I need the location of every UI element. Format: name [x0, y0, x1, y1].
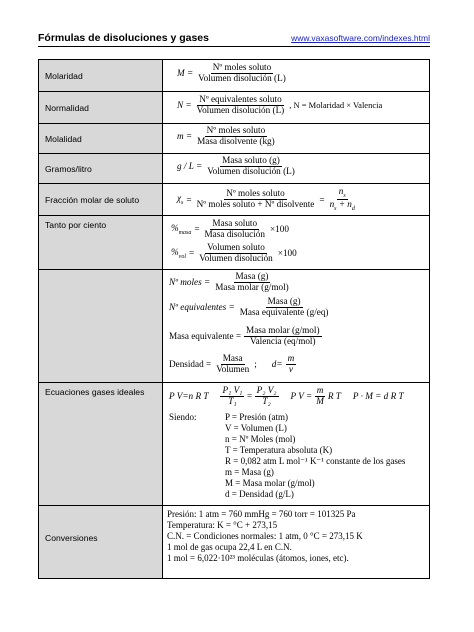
formula-masa-equivalente: Masa equivalente = $\frac{\text{Masa molar (g/mol)}}{\text{Valencia (eq/mol)}}$ — [169, 325, 320, 346]
formula-porcentaje-volumen: $\%_{vol}$ = $\frac{\text{Volumen soluto}}{\text{Volumen disolución}}$ ×100 — [171, 242, 297, 263]
conversion-temperatura: Temperatura: K = °C + 273,15 — [167, 520, 278, 530]
formula-fraccion-molar: $\chi_s$ = $\frac{\text{Nº moles soluto}}{\text{Nº moles soluto + Nº disolvente}}$ = $\frac{n_s}{n_s + n_d}$ — [177, 186, 355, 212]
formula-numero-equivalentes: Nº equivalentes = $\frac{\text{Masa (g)}}{\text{Masa equivalente (g/eq)}}$ — [169, 296, 329, 317]
row-conversiones — [39, 505, 429, 578]
conversion-condiciones-normales: C.N. = Condiciones normales: 1 atm, 0 °C = 273,15 K — [167, 531, 363, 541]
row-gramos-litro — [39, 153, 429, 183]
formula-numero-moles: Nº moles = $\frac{\text{Masa (g)}}{\text{Masa molar (g/mol)}}$ — [169, 271, 289, 292]
gas-def-masa-molar: M = Masa molar (g/mol) — [225, 478, 315, 488]
row-moles — [39, 269, 429, 382]
label-gramos-litro: Gramos/litro — [45, 164, 92, 174]
gas-def-presion: P = Presión (atm) — [225, 412, 288, 422]
label-molaridad: Molaridad — [45, 71, 83, 81]
conversion-presion: Presión: 1 atm = 760 mmHg = 760 torr = 101325 Pa — [167, 509, 356, 519]
label-fraccion-molar: Fracción molar de soluto — [45, 195, 140, 205]
row-molaridad — [39, 60, 429, 91]
formula-porcentaje-masa: $\%_{masa}$ = $\frac{\text{Masa soluto}}{\text{Masa disolución}}$ ×100 — [171, 218, 289, 239]
label-conversiones: Conversiones — [45, 533, 98, 543]
row-molalidad — [39, 123, 429, 153]
siendo-label: Siendo: — [169, 412, 197, 422]
formula-densidad: Densidad = $\frac{\text{Masa}}{\text{Volumen}}$ ; d= $\frac{m}{v}$ — [169, 353, 295, 374]
formula-gramos-litro: g / L = $\frac{\text{Masa soluto (g)}}{\text{Volumen disolución (L)}}$ — [177, 155, 295, 176]
label-normalidad: Normalidad — [45, 103, 89, 113]
gas-equations: P V=n R T $\frac{\text{P₁ V₁}}{\text{T₁}}$ = $\frac{\text{P₂ V₂}}{\text{T₂}}$ P V = $\frac{m}{M}$ R T P · M = d R T — [169, 385, 404, 406]
row-normalidad — [39, 91, 429, 123]
header-rule — [38, 46, 430, 47]
gas-def-volumen: V = Volumen (L) — [225, 423, 287, 433]
row-fraccion-molar — [39, 183, 429, 215]
gas-def-temperatura: T = Temperatura absoluta (K) — [225, 445, 333, 455]
gas-def-constante: R = 0,082 atm L mol⁻¹ K⁻¹ constante de los gases — [225, 456, 406, 466]
formula-molalidad: m = $\frac{\text{Nº moles soluto}}{\text{Masa disolvente (kg)}}$ — [177, 125, 275, 146]
gas-def-densidad: d = Densidad (g/L) — [225, 489, 294, 499]
label-gases-ideales: Ecuaciones gases ideales — [45, 387, 145, 397]
page-title: Fórmulas de disoluciones y gases — [38, 32, 209, 44]
gas-def-masa: m = Masa (g) — [225, 467, 274, 477]
source-link[interactable]: www.vaxasoftware.com/indexes.html — [291, 33, 430, 43]
formula-table — [38, 59, 430, 579]
conversion-avogadro: 1 mol = 6,022·10²³ moléculas (átomos, iones, etc). — [167, 553, 349, 563]
label-molalidad: Molalidad — [45, 134, 82, 144]
label-tanto-por-ciento: Tanto por ciento — [45, 220, 107, 230]
row-gases-ideales — [39, 382, 429, 505]
formula-normalidad: N = $\frac{\text{Nº equivalentes soluto}}{\text{Volumen disolución (L)}}$ , N = Molaridad × Valencia — [177, 94, 383, 115]
conversion-volumen-molar: 1 mol de gas ocupa 22,4 L en C.N. — [167, 542, 292, 552]
formula-molaridad: M = $\frac{\text{Nº moles soluto}}{\text{Volumen disolución (L)}}$ — [177, 62, 286, 83]
row-tanto-por-ciento — [39, 215, 429, 269]
gas-def-moles: n = Nº Moles (mol) — [225, 434, 296, 444]
